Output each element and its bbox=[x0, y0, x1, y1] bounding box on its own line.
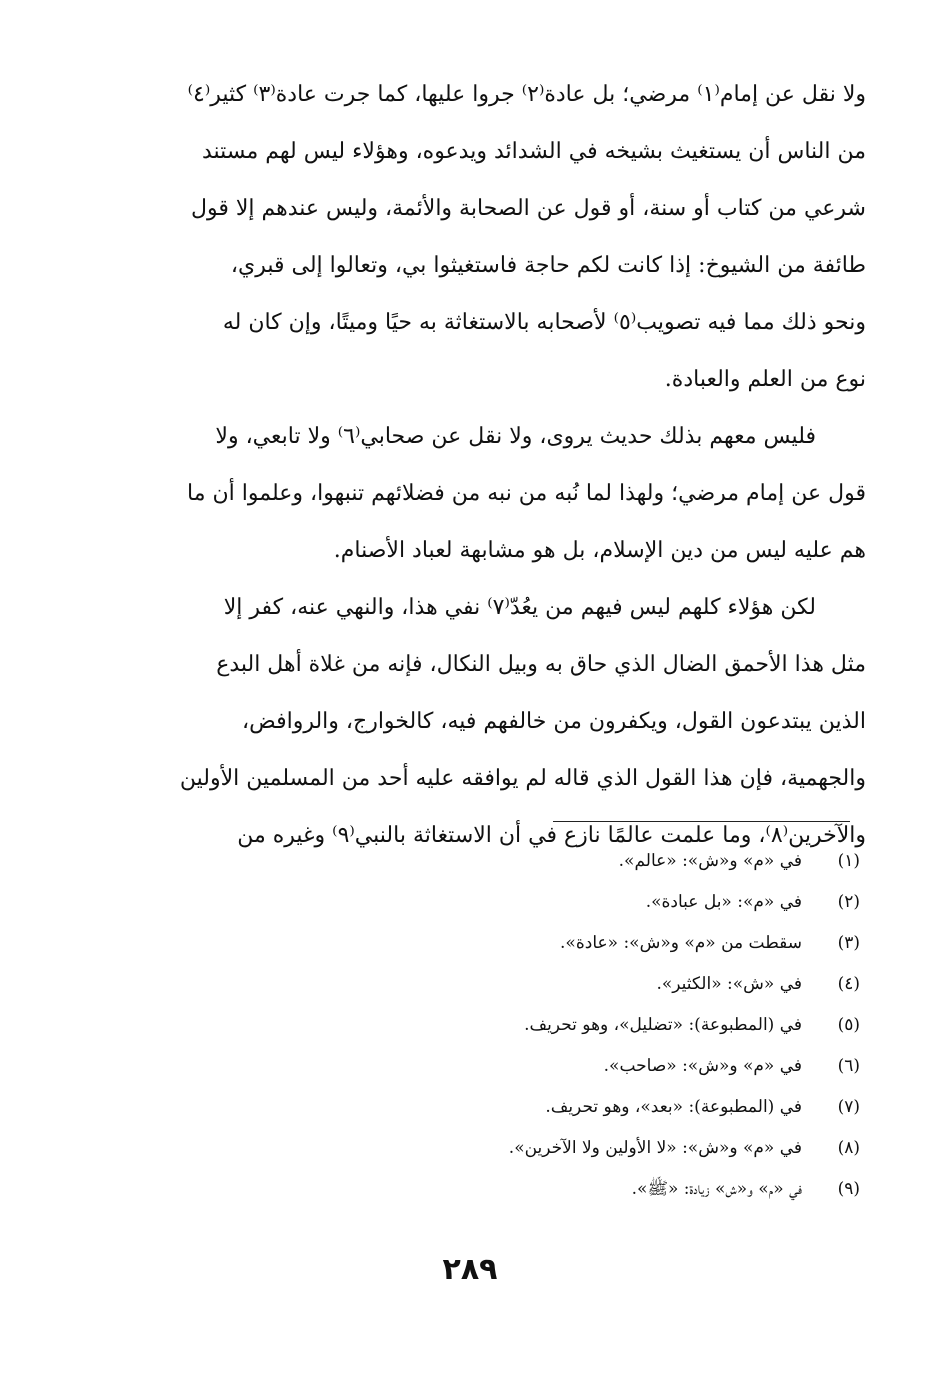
footnotes bbox=[300, 841, 860, 1210]
text-line: فليس معهم بذلك حديث يروى، ولا نقل عن صحابي⁽٦⁾ ولا تابعي، ولا bbox=[215, 424, 816, 449]
footnote-text: في (المطبوعة): «بعد»، وهو تحريف. bbox=[545, 1097, 802, 1117]
footnote-number: (٧) bbox=[837, 1097, 860, 1117]
text-line: نوع من العلم والعبادة. bbox=[664, 367, 866, 392]
footnote-number: (٣) bbox=[837, 933, 860, 953]
footnote-item bbox=[300, 882, 860, 923]
footnote-item bbox=[300, 1169, 860, 1210]
footnote-text: في «م» و«ش»: «صاحب». bbox=[603, 1056, 802, 1076]
footnote-item bbox=[300, 964, 860, 1005]
text-line: قول عن إمام مرضي؛ ولهذا لما نُبه من نبه من فضلائهم تنبهوا، وعلموا أن ما bbox=[187, 481, 866, 506]
main-text bbox=[160, 66, 866, 864]
footnote-number: (٤) bbox=[837, 974, 860, 994]
text-line: من الناس أن يستغيث بشيخه في الشدائد ويدعوه، وهؤلاء ليس لهم مستند bbox=[202, 139, 866, 164]
footnote-item bbox=[300, 1128, 860, 1169]
footnote-text: في «م»: «بل عبادة». bbox=[645, 892, 802, 912]
footnote-item bbox=[300, 1005, 860, 1046]
footnote-number: (٥) bbox=[837, 1015, 860, 1035]
text-line: والجهمية، فإن هذا القول الذي قاله لم يوافقه عليه أحد من المسلمين الأولين bbox=[179, 766, 866, 791]
footnote-item bbox=[300, 1046, 860, 1087]
text-line: هم عليه ليس من دين الإسلام، بل هو مشابهة لعباد الأصنام. bbox=[333, 538, 866, 563]
text-line: والآخرين⁽٨⁾، وما علمت عالمًا نازع في أن الاستغاثة بالنبي⁽٩⁾ وغيره من bbox=[237, 823, 866, 848]
footnote-item bbox=[300, 1087, 860, 1128]
footnote-number: (١) bbox=[837, 851, 860, 871]
text-line: ونحو ذلك مما فيه تصويب⁽٥⁾ لأصحابه بالاستغاثة به حيًا وميتًا، وإن كان له bbox=[222, 310, 866, 335]
text-line: مثل هذا الأحمق الضال الذي حاق به وبيل النكال، فإنه من غلاة أهل البدع bbox=[216, 652, 866, 677]
footnote-number: (٢) bbox=[837, 892, 860, 912]
text-line: لكن هؤلاء كلهم ليس فيهم من يعُدّ⁽٧⁾ نفي هذا، والنهي عنه، كفر إلا bbox=[223, 595, 816, 620]
text-line: طائفة من الشيوخ: إذا كانت لكم حاجة فاستغيثوا بي، وتعالوا إلى قبري، bbox=[230, 253, 866, 278]
footnote-text: في «م» و«ش» زيادة: «ﷺ». bbox=[631, 1179, 802, 1199]
text-line: ولا نقل عن إمام⁽١⁾ مرضي؛ بل عادة⁽٢⁾ جروا عليها، كما جرت عادة⁽٣⁾ كثير⁽٤⁾ bbox=[187, 82, 866, 107]
page-number: ٢٨٩ bbox=[442, 1252, 498, 1287]
text-line: شرعي من كتاب أو سنة، أو قول عن الصحابة والأئمة، وليس عندهم إلا قول bbox=[190, 196, 866, 221]
footnote-item bbox=[300, 923, 860, 964]
footnote-text: في «م» و«ش»: «لا الأولين ولا الآخرين». bbox=[508, 1138, 802, 1158]
footnote-text: سقطت من «م» و«ش»: «عادة». bbox=[560, 933, 802, 953]
paragraph-2 bbox=[160, 408, 866, 579]
footnote-number: (٨) bbox=[837, 1138, 860, 1158]
footnote-text: في «م» و«ش»: «عالم». bbox=[618, 851, 802, 871]
footnote-text: في (المطبوعة): «تضليل»، وهو تحريف. bbox=[524, 1015, 802, 1035]
footnote-number: (٦) bbox=[837, 1056, 860, 1076]
footnote-item bbox=[300, 841, 860, 882]
footnote-divider bbox=[553, 821, 850, 822]
footnote-text: في «ش»: «الكثير». bbox=[656, 974, 802, 994]
paragraph-1 bbox=[160, 66, 866, 408]
footnote-number: (٩) bbox=[837, 1179, 860, 1199]
text-line: الذين يبتدعون القول، ويكفرون من خالفهم فيه، كالخوارج، والروافض، bbox=[242, 709, 866, 734]
